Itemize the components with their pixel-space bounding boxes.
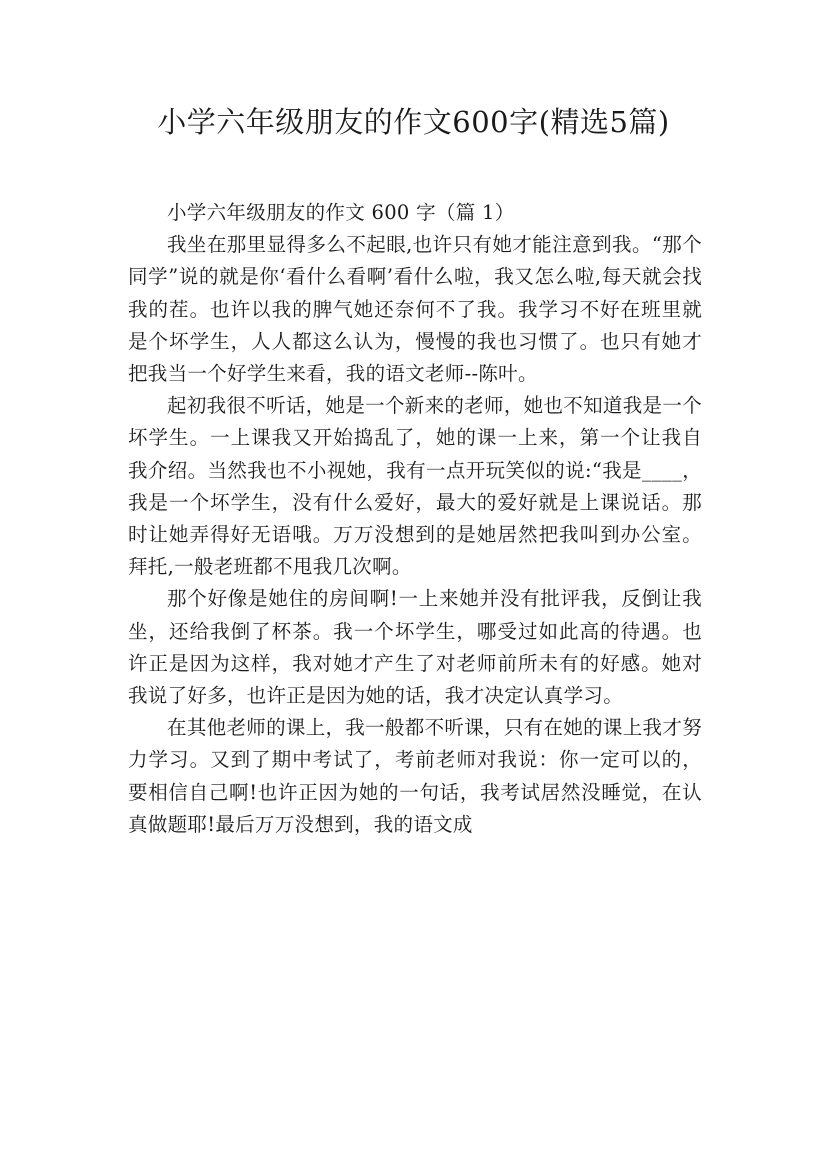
section-heading: 小学六年级朋友的作文 600 字（篇 1） [167,201,515,224]
paragraph-4: 在其他老师的课上，我一般都不听课，只有在她的课上我才努力学习。又到了期中考试了，考前老师对我说：你一定可以的，要相信自己啊!也许正因为她的一句话，我考试居然没睡觉，在认真做题耶!最后万万没想到，我的语文成 [128,716,702,836]
paragraph-3: 那个好像是她住的房间啊!一上来她并没有批评我，反倒让我坐，还给我倒了杯茶。我一个坏学生，哪受过如此高的待遇。也许正是因为这样，我对她才产生了对老师前所未有的好感。她对我说了好多，也许正是因为她的话，我才决定认真学习。 [128,587,702,708]
paragraph-2: 起初我很不听话，她是一个新来的老师，她也不知道我是一个坏学生。一上课我又开始捣乱了，她的课一上来，第一个让我自我介绍。当然我也不小视她，我有一点开玩笑似的说:“我是____，我是一个坏学生，没有什么爱好，最大的爱好就是上课说话。那时让她弄得好无语哦。万万没想到的是她居然把我叫到办公室。拜托,一般老班都不甩我几次啊。 [128,394,702,579]
document-title: 小学六年级朋友的作文600字(精选5篇) [157,105,670,139]
document-body [128,197,702,841]
paragraph-1: 我坐在那里显得多么不起眼,也许只有她才能注意到我。“那个同学”说的就是你‘看什么看啊’看什么啦，我又怎么啦,每天就会找我的茬。也许以我的脾气她还奈何不了我。我学习不好在班里就是个坏学生，人人都这么认为，慢慢的我也习惯了。也只有她才把我当一个好学生来看，我的语文老师--陈叶。 [128,233,702,386]
